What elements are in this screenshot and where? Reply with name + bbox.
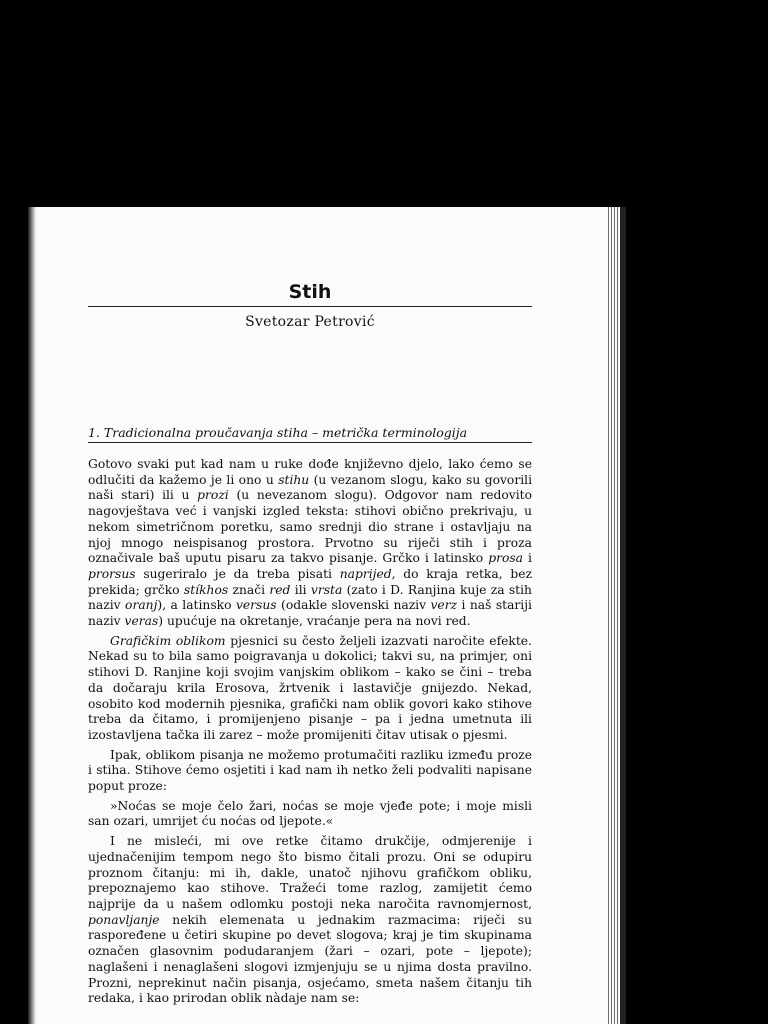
italic-term: prozi (197, 488, 229, 503)
text-run: pjesnici su često željeli izazvati naročite efekte. Nekad su to bila samo poigravanja u dokolici; takvi su, na primjer, oni stihovi D. Ranjine koji svojim vanjskim oblikom – kako se čini – treba da dočaraju krila Erosova, žrtvenik i lastavičje gnijezdo. Nekad, osobito kod modernih pjesnika, grafički nam oblik govori kako stihove treba da čitamo, i promijenjeno pisanje – pa i jedna umetnuta ili izostavljena tačka ili zarez – može promijeniti čitav utisak o pjesmi. (88, 633, 532, 742)
text-run: do kraja retka, bez prekida; grčko (88, 566, 532, 597)
author-name: Svetozar Petrović (245, 314, 375, 330)
body-paragraph (88, 457, 532, 630)
text-run: sugeriralo je da treba pisati (135, 566, 340, 581)
italic-term: naprijed, (339, 566, 396, 581)
page-content (88, 280, 532, 1007)
section-heading: 1. Tradicionalna proučavanja stiha – metrička terminologija (88, 425, 532, 443)
italic-term: versus (235, 598, 277, 613)
text-run: znači (228, 582, 270, 597)
italic-term: prosa (488, 551, 523, 566)
text-run: Ipak, oblikom pisanja ne možemo protumačiti razliku između proze i stiha. Stihove ćemo osjetiti i kad nam ih netko želi podvaliti napisane poput proze: (88, 747, 532, 794)
page-gutter-shadow (28, 207, 36, 1024)
text-run: ) upućuje na okretanje, vraćanje pera na novi red. (158, 614, 471, 629)
text-run: Gotovo svaki put kad nam u ruke dođe književno djelo, lako ćemo se odlučiti da kažemo je li ono u (88, 457, 532, 487)
text-run: i (523, 551, 532, 566)
italic-term: stíkhos (183, 582, 229, 597)
text-run: I ne misleći, mi ove retke čitamo drukčije, odmjerenije i ujednačenijim tempom nego što bismo čitali prozu. Oni se odupiru proznom čitanju: mi ih, dakle, unatoč njihovu grafičkom obliku, prepoznajemo kao stihove. Tražeći tome razlog, zamijetit ćemo najprije da u našem odlomku postoji neka naročita ravnomjernost, (88, 834, 532, 911)
body-paragraph (88, 834, 532, 1007)
italic-term: stihu (278, 472, 310, 487)
chapter-title: Stih (288, 281, 332, 303)
italic-term: veras (124, 614, 159, 629)
quoted-verse (88, 799, 532, 830)
italic-term: Grafičkim oblikom (110, 633, 226, 648)
body-paragraph (88, 634, 532, 744)
italic-term: red (269, 582, 291, 597)
text-run: (zato i D. Ranjina kuje za stih naziv (88, 582, 532, 613)
text-run: i naš stariji naziv (88, 598, 532, 629)
body-text (88, 457, 532, 1007)
text-run: »Noćas se moje čelo žari, noćas se moje vjeđe pote; i moje misli san ozari, umrijet ću noćas od ljepote.« (88, 798, 532, 829)
text-run: nekih elemenata u jednakim razmacima: riječi su raspoređene u četiri skupine po devet slogova; kraj je tim skupinama označen glasovnim podudaranjem (žari – ozari, pote – ljepote); naglašeni i nenaglašeni slogovi izmjenjuju se u njima dosta pravilno. Prozni, neprekinut način pisanja, osjećamo, smeta našem čitanju tih redaka, i kao prirodan oblik nàdaje nam se: (88, 912, 532, 1006)
page-edges (606, 207, 626, 1024)
italic-term: prorsus (88, 566, 136, 581)
text-run: (odakle slovenski naziv (276, 598, 431, 613)
body-paragraph (88, 748, 532, 795)
title-rule (88, 306, 532, 307)
italic-term: ponavljanje (88, 912, 160, 927)
text-run: ), a latinsko (157, 598, 236, 613)
italic-term: vrsta (310, 582, 343, 597)
text-run: (u vezanom slogu, kako su govorili naši stari) ili u (88, 472, 532, 503)
text-run: ili (290, 582, 311, 597)
text-run: (u nevezanom slogu). Odgovor nam redovito nagovještava već i vanjski izgled teksta: stihovi obično prekrivaju, u nekom simetričnom poretku, samo srednji dio strane i ostavljaju na njoj mnogo neispisanog prostora. Prvotno su riječi stih i proza označivale baš uputu pisaru za takvo pisanje. Grčko i latinsko (88, 488, 532, 566)
italic-term: oranj (125, 598, 158, 613)
italic-term: verz (430, 598, 458, 613)
